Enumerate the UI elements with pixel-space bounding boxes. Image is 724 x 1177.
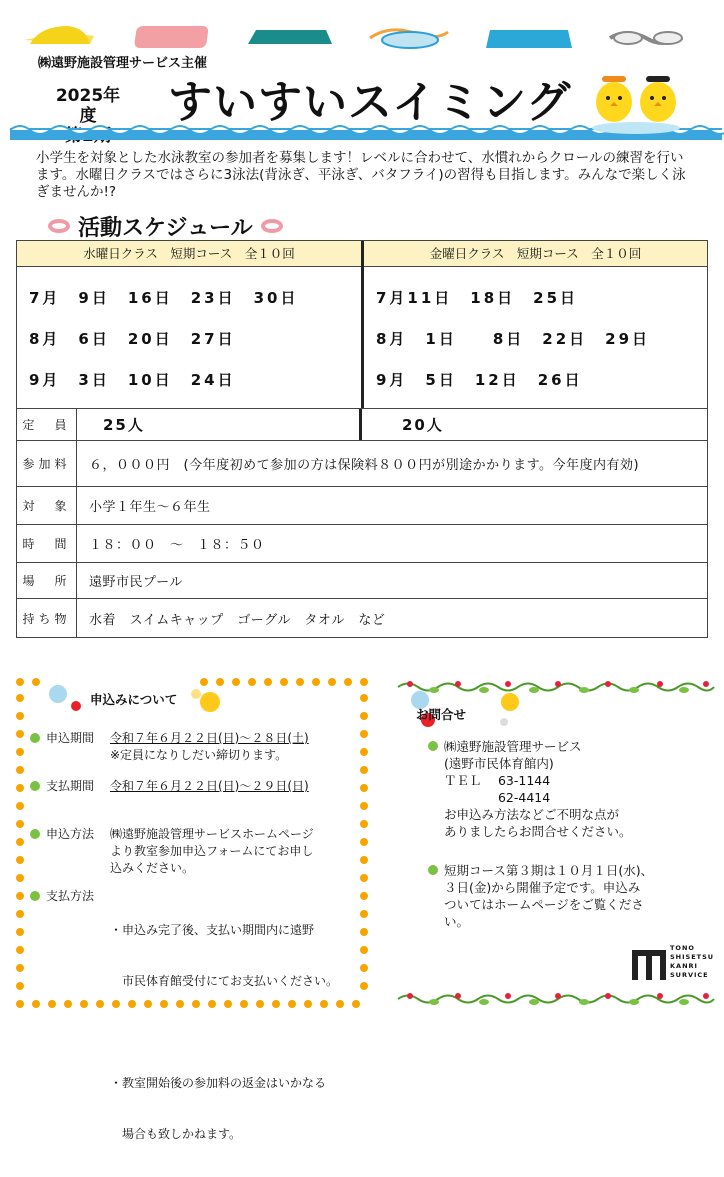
row-label: 参加料 (17, 441, 77, 486)
item-key: 支払方法 (46, 889, 95, 903)
row-label: 持ち物 (17, 599, 77, 637)
bullet-icon (428, 741, 438, 751)
notice-line: 短期コース第３期は１０月１日(水)、 (444, 863, 654, 878)
contact-line: お申込み方法などご不明な点が (444, 807, 620, 822)
belongings-row (17, 599, 707, 637)
organizer-label: ㈱遠野施設管理サービス主催 (38, 56, 208, 71)
company-logo-icon (630, 944, 670, 984)
item-line: ※定員になりしだい締切ります。 (110, 748, 288, 762)
row-value: 小学１年生～６年生 (89, 500, 211, 515)
capacity-friday: 20人 (402, 416, 444, 434)
friday-class (361, 241, 707, 408)
payment-period (30, 778, 309, 795)
row-label: 場 所 (17, 563, 77, 598)
schedule-table (16, 240, 708, 638)
contact-line: ありましたらお問合せください。 (444, 824, 632, 839)
item-key: 支払期間 (46, 779, 95, 793)
date-line: 9月 3日 10日 24日 (29, 371, 236, 389)
bullet-icon (30, 829, 40, 839)
application-title: 申込みについて (90, 692, 178, 707)
place-row (17, 563, 707, 599)
swim-ring-icon (261, 219, 283, 233)
capacity-wednesday: 25人 (77, 409, 362, 440)
notice-line: ３日(金)から開催予定です。申込み (444, 880, 641, 895)
date-line: 7月 9日 16日 23日 30日 (29, 289, 299, 307)
row-value: １８：００ ～ １８：５０ (89, 538, 265, 553)
row-label: 対 象 (17, 487, 77, 524)
date-line: 7月11日 18日 25日 (376, 289, 579, 307)
class-title: 水曜日クラス 短期コース 全１０回 (17, 241, 361, 267)
logo-line: SURVICE (670, 971, 709, 979)
item-line: ㈱遠野施設管理サービスホームページ (110, 827, 314, 841)
item-key: 申込期間 (46, 731, 95, 745)
item-line (110, 1024, 338, 1041)
capacity-label: 定 員 (17, 409, 77, 440)
target-row (17, 487, 707, 525)
row-value: 遠野市民プール (89, 575, 183, 590)
notice-line: い。 (444, 914, 470, 929)
chick-mascot-icon (588, 66, 684, 136)
item-key: 申込方法 (46, 827, 95, 841)
swim-ring-icon (48, 219, 70, 233)
logo-line: SHISETSU (670, 953, 715, 961)
contact-title: お問合せ (416, 707, 467, 722)
capacity-row (17, 409, 707, 441)
bullet-icon (30, 733, 40, 743)
contact-line: ㈱遠野施設管理サービス (444, 739, 582, 754)
notice-line: ついてはホームページをご覧くださ (444, 897, 644, 912)
item-line: 令和７年６月２２日(日)～２９日(日) (110, 779, 309, 793)
flower-vine-bottom (398, 990, 714, 1008)
logo-line: KANRI (670, 962, 698, 970)
application-method (30, 826, 314, 877)
fee-row (17, 441, 707, 487)
row-value: ６，０００円 (今年度初めて参加の方は保険料８００円が別途かかります。今年度内有効) (89, 458, 640, 473)
date-line: 8月 6日 20日 27日 (29, 330, 236, 348)
bullet-icon (30, 781, 40, 791)
time-row (17, 525, 707, 563)
item-line: 込みください。 (110, 861, 195, 875)
item-line: 市民体育館受付にてお支払いください。 (110, 974, 339, 988)
phone-line: ＴＥＬ 63-1144 (444, 773, 551, 788)
row-value: 水着 スイムキャップ ゴーグル タオル など (89, 612, 386, 628)
logo-line: TONO (670, 944, 695, 952)
next-term-notice (428, 862, 653, 930)
bullet-icon (30, 891, 40, 901)
date-line: 9月 5日 12日 26日 (376, 371, 583, 389)
item-line: より教室参加申込フォームにてお申し (110, 844, 314, 858)
schedule-heading (40, 212, 291, 240)
class-schedule-row (17, 241, 707, 409)
phone-line: 62-4414 (444, 790, 551, 805)
payment-method (30, 888, 338, 1177)
intro-text: 小学生を対象とした水泳教室の参加者を募集します！レベルに合わせて、水慣れからクロールの練習を行います。水曜日クラスではさらに3泳法(背泳ぎ、平泳ぎ、バタフライ)の習得も目指します。みんなで楽しく泳ぎませんか!? (36, 150, 686, 200)
class-title: 金曜日クラス 短期コース 全１０回 (364, 241, 707, 267)
schedule-heading-text: 活動スケジュール (78, 215, 253, 241)
date-line: 8月 1日 8日 22日 29日 (376, 330, 651, 348)
wednesday-class (17, 241, 361, 408)
bullet-icon (428, 865, 438, 875)
contact-line: (遠野市民体育館内) (444, 756, 554, 771)
company-logo-text (670, 944, 714, 980)
year-line: 2025年度 (55, 86, 121, 126)
contact-info (428, 738, 632, 840)
page-title: すいすいスイミング (168, 77, 572, 128)
item-line: ・申込み完了後、支払い期間内に遠野 (110, 923, 315, 937)
item-line: ・教室開始後の参加料の返金はいかなる (110, 1076, 327, 1090)
application-period (30, 730, 309, 764)
item-line: 令和７年６月２２日(日)～２８日(土) (110, 731, 309, 745)
item-line: 場合も致しかねます。 (110, 1127, 242, 1141)
row-label: 時 間 (17, 525, 77, 562)
